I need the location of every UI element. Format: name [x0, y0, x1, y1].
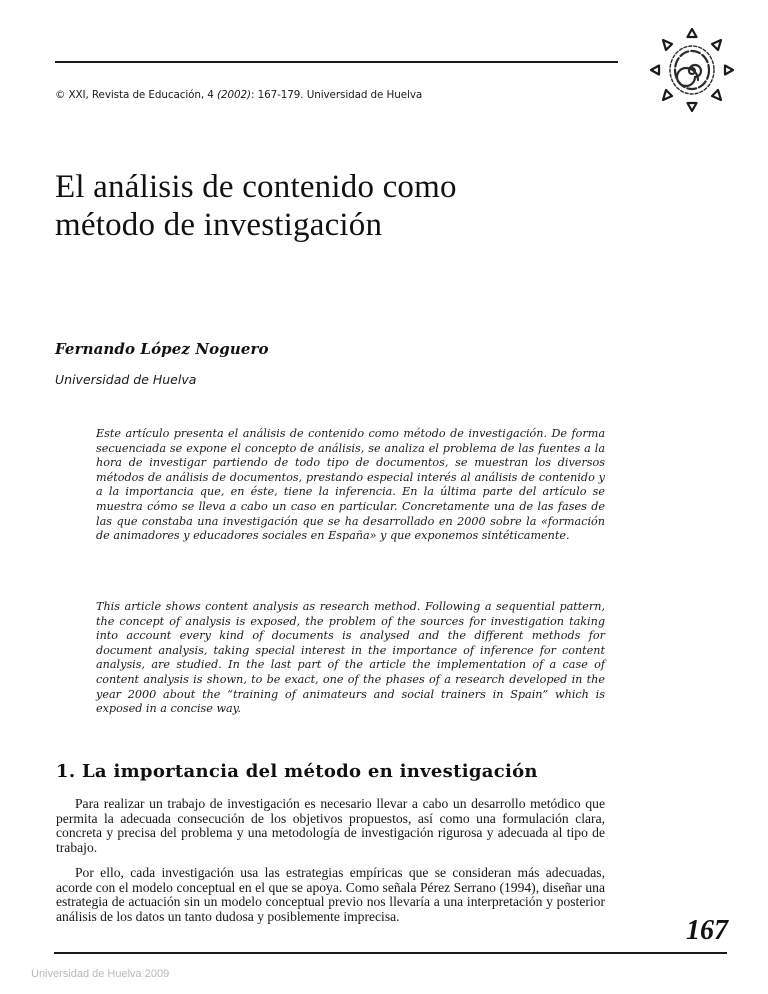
citation-journal: © XXI, Revista de Educación, 4: [55, 89, 218, 101]
author-affiliation: Universidad de Huelva: [55, 372, 197, 387]
page-number: 167: [686, 915, 728, 946]
citation-pages-publisher: : 167-179. Universidad de Huelva: [250, 89, 423, 101]
citation-year: (2002): [217, 89, 251, 101]
section-heading: 1. La importancia del método en investigación: [56, 761, 538, 782]
journal-citation: [55, 89, 422, 101]
header-rule: [55, 61, 618, 63]
abstract-english: This article shows content analysis as research method. Following a sequential pattern, the concept of analysis is exposed, the problem of the sources for investigation taking into account every kind of documents is analysed and the different methods for document analysis, taking special interest in the importance of inference for content analysis, are studied. In the last part of the article the implementation of a case of content analysis is shown, to be exact, one of the phases of a research developed in the year 2000 about the “training of animateurs and social trainers in Spain” which is exposed in a concise way.: [96, 600, 605, 716]
title-line-2: método de investigación: [55, 207, 383, 243]
title-line-1: El análisis de contenido como: [55, 169, 457, 205]
body-paragraph: Por ello, cada investigación usa las estrategias empíricas que se consideran más adecuadas, acorde con el modelo conceptual en el que se apoya. Como señala Pérez Serrano (1994), diseñar una estrategia de actuación sin un modelo conceptual previo nos llevaría a una interpretación y posterior análisis de los datos un tanto dudosa y posiblemente imprecisa.: [56, 865, 605, 924]
watermark: Universidad de Huelva 2009: [31, 968, 170, 980]
author-name: Fernando López Noguero: [55, 340, 269, 358]
sun-spiral-logo-icon: [648, 26, 736, 114]
body-paragraph: Para realizar un trabajo de investigación es necesario llevar a cabo un desarrollo metódico que permita la adecuada consecución de los objetivos propuestos, así como una formulación clara, concreta y precisa del problema y una metodología de investigación rigurosa y adecuada al tipo de trabajo.: [56, 796, 605, 855]
footer-rule: [54, 952, 727, 954]
article-title: [55, 168, 457, 244]
abstract-spanish: Este artículo presenta el análisis de contenido como método de investigación. De forma secuenciada se expone el concepto de análisis, se analiza el problema de las fuentes a la hora de investigar partiendo de todo tipo de documentos, se muestran los diversos métodos de análisis de documentos, prestando especial interés al análisis de contenido y a la importancia que, en éste, tiene la inferencia. En la última parte del artículo se muestra cómo se lleva a cabo un caso en particular. Concretamente una de las fases de las que constaba una investigación que se ha desarrollado en 2000 sobre la «formación de animadores y educadores sociales en España» y que exponemos sintéticamente.: [96, 427, 605, 543]
